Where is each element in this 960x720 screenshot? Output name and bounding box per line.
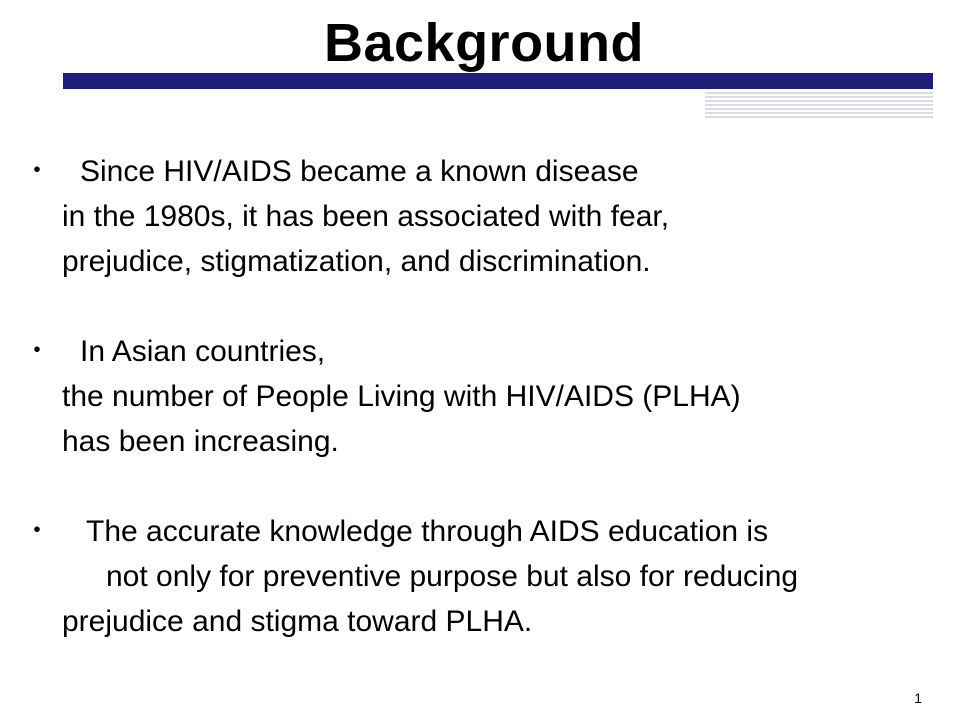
bullet-2-line-2: the number of People Living with HIV/AIDS (PLHA) [62, 380, 741, 413]
bullet-marker: ・ [22, 155, 52, 188]
bullet-2-line-3: has been increasing. [62, 425, 339, 458]
bullet-3-line-1: The accurate knowledge through AIDS education is [86, 515, 769, 548]
bullet-marker: ・ [22, 515, 52, 548]
bullet-3-line-3: prejudice and stigma toward PLHA. [62, 605, 533, 638]
bullet-3-line-2: not only for preventive purpose but also for reducing [106, 560, 799, 593]
bullet-1-line-1: Since HIV/AIDS became a known disease [80, 155, 639, 188]
slide-title: Background [323, 13, 645, 73]
title-underline [63, 73, 933, 123]
page-number: 1 [914, 690, 922, 706]
bullet-1-line-3: prejudice, stigmatization, and discrimination. [62, 245, 651, 278]
bullet-marker: ・ [22, 335, 52, 368]
bullet-1-line-2: in the 1980s, it has been associated with fear, [62, 200, 670, 233]
bullet-2-line-1: In Asian countries, [80, 335, 326, 368]
